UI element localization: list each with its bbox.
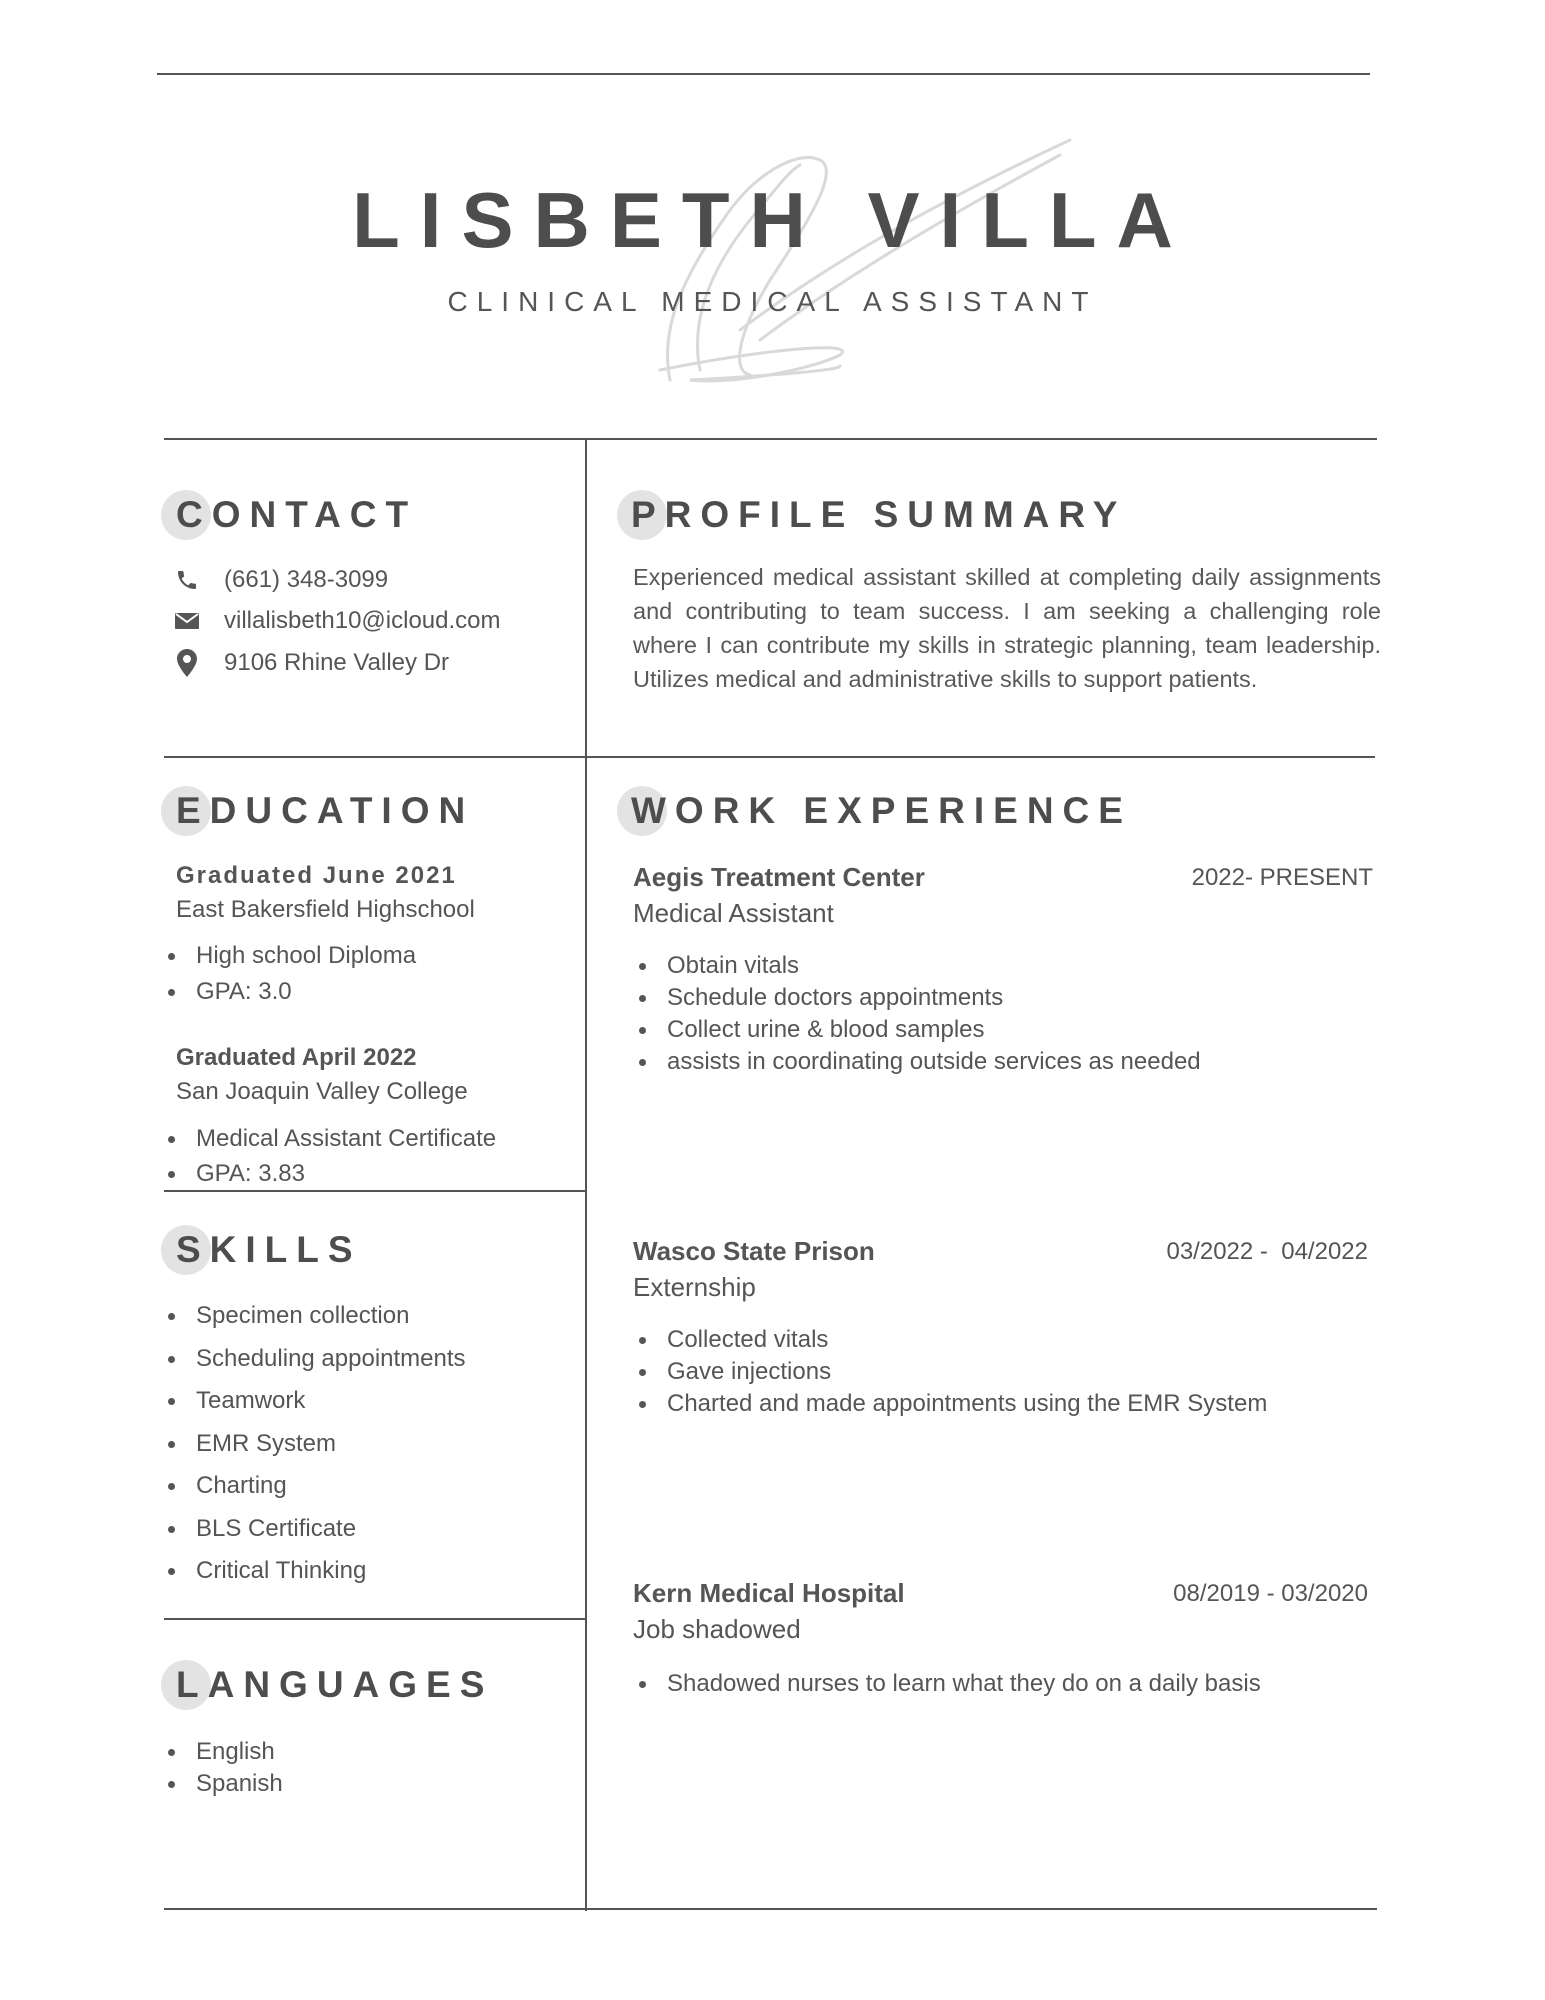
job-company: Kern Medical Hospital [633, 1578, 905, 1608]
list-item: Schedule doctors appointments [637, 982, 1201, 1014]
education-date: Graduated April 2022 [176, 1044, 417, 1071]
top-rule [157, 73, 1370, 75]
education-items [166, 938, 416, 1010]
list-item: Spanish [166, 1768, 283, 1800]
bottom-rule [164, 1908, 1377, 1910]
map-pin-icon [172, 648, 202, 678]
skills-heading: SKILLS [176, 1229, 362, 1270]
job-title: CLINICAL MEDICAL ASSISTANT [447, 286, 1098, 317]
list-item: Critical Thinking [166, 1550, 466, 1593]
email-address[interactable]: villalisbeth10@icloud.com [224, 607, 501, 634]
skills-list [166, 1295, 466, 1593]
list-item: Charting [166, 1465, 466, 1508]
list-item: EMR System [166, 1423, 466, 1466]
list-item: High school Diploma [166, 938, 416, 974]
header-divider [164, 438, 1377, 440]
contact-address [172, 648, 449, 678]
education-items [166, 1121, 496, 1191]
contact-divider [164, 756, 1375, 758]
job-dates: 08/2019 - 03/2020 [1173, 1580, 1368, 1607]
contact-email [172, 606, 501, 636]
languages-heading: LANGUAGES [176, 1664, 494, 1705]
contact-phone [172, 565, 388, 595]
education-school: San Joaquin Valley College [176, 1078, 468, 1105]
education-date: Graduated June 2021 [176, 862, 457, 889]
education-heading: EDUCATION [176, 790, 475, 831]
profile-heading: PROFILE SUMMARY [631, 494, 1127, 535]
street-address: 9106 Rhine Valley Dr [224, 649, 450, 676]
list-item: GPA: 3.0 [166, 974, 416, 1010]
list-item: Scheduling appointments [166, 1338, 466, 1381]
job-duties [637, 1324, 1267, 1420]
education-school: East Bakersfield Highschool [176, 896, 475, 923]
list-item: Gave injections [637, 1356, 1267, 1388]
job-dates: 2022- PRESENT [1191, 864, 1373, 891]
job-dates: 03/2022 - 04/2022 [1166, 1238, 1368, 1265]
candidate-name: LISBETH VILLA [352, 176, 1193, 264]
phone-number[interactable]: (661) 348-3099 [224, 566, 389, 593]
list-item: Charted and made appointments using the EMR System [637, 1388, 1267, 1420]
list-item: BLS Certificate [166, 1508, 466, 1551]
list-item: English [166, 1736, 283, 1768]
profile-summary-text: Experienced medical assistant skilled at completing daily assignments and contributing to team success. I am seeking a challenging role where I can contribute my skills in strategic planning, team leadership. Utilizes medical and administrative skills to support patients. [633, 564, 1381, 692]
list-item: Teamwork [166, 1380, 466, 1423]
list-item: assists in coordinating outside services as needed [637, 1046, 1201, 1078]
list-item: Specimen collection [166, 1295, 466, 1338]
job-role: Externship [633, 1272, 756, 1302]
list-item: Shadowed nurses to learn what they do on a daily basis [637, 1668, 1261, 1700]
work-heading: WORK EXPERIENCE [631, 790, 1132, 831]
job-duties [637, 1668, 1261, 1700]
list-item: Obtain vitals [637, 950, 1201, 982]
contact-heading: CONTACT [176, 494, 418, 535]
languages-list [166, 1736, 283, 1800]
envelope-icon [172, 606, 202, 636]
job-role: Job shadowed [633, 1614, 801, 1644]
list-item: Collect urine & blood samples [637, 1014, 1201, 1046]
job-company: Aegis Treatment Center [633, 862, 925, 892]
column-divider [585, 438, 587, 1911]
list-item: Medical Assistant Certificate [166, 1121, 496, 1157]
job-role: Medical Assistant [633, 898, 834, 928]
skills-divider [164, 1618, 586, 1620]
job-duties [637, 950, 1201, 1078]
job-company: Wasco State Prison [633, 1236, 875, 1266]
list-item: GPA: 3.83 [166, 1157, 496, 1191]
phone-icon [172, 565, 202, 595]
list-item: Collected vitals [637, 1324, 1267, 1356]
